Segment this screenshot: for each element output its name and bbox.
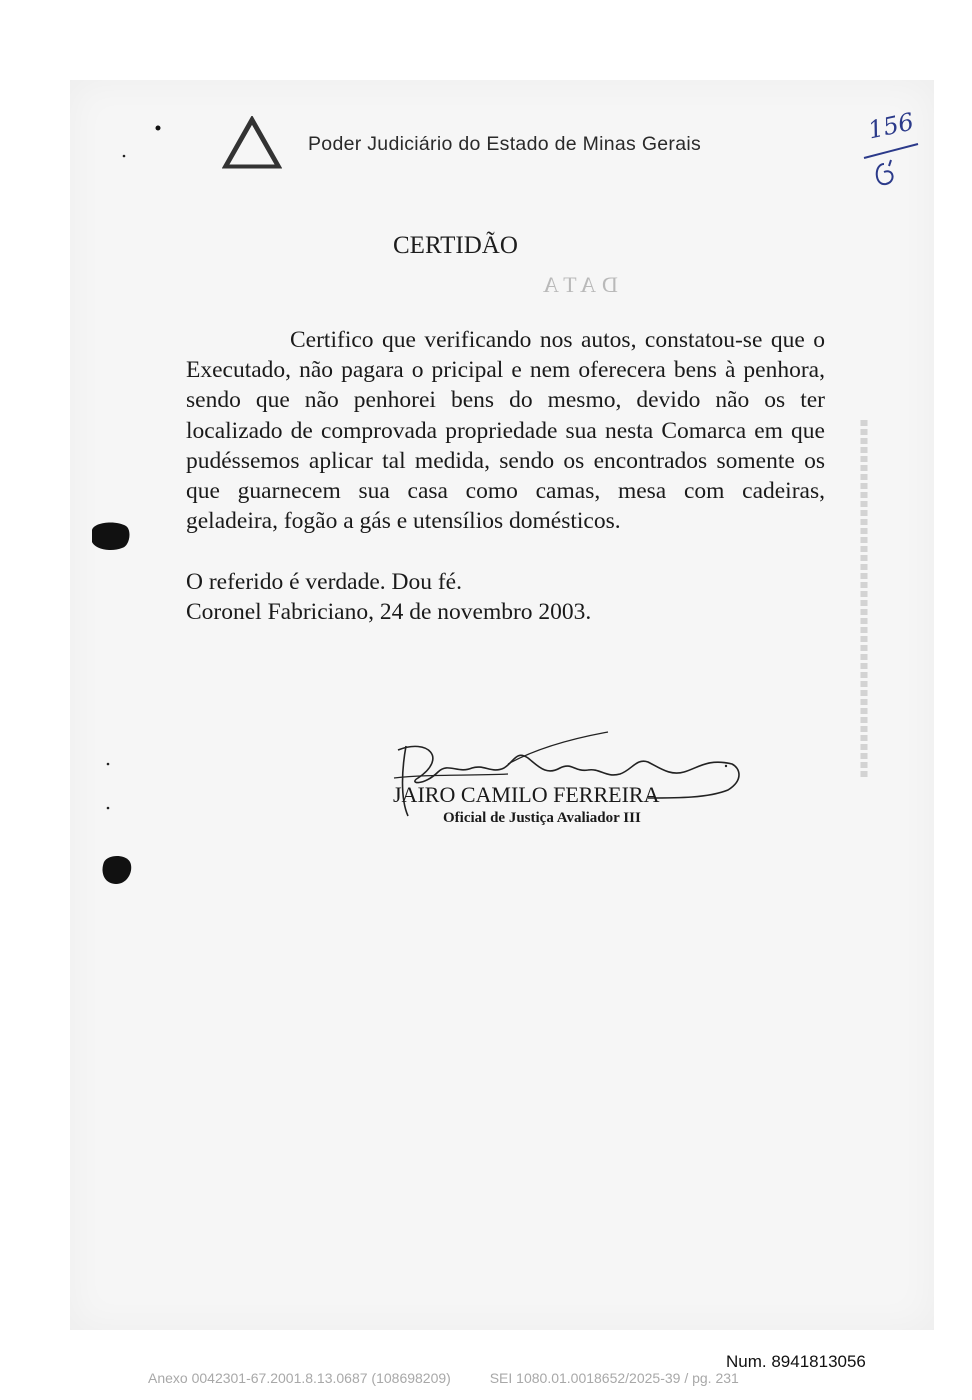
speck-mark — [104, 760, 112, 768]
certificate-paragraph: Certifico que verificando nos autos, constatou-se que o Executado, não pagara o pricipal e nem oferecera bens à penhora, sendo que não penhorei bens do mesmo, devido não os ter localizado de comprovada propriedade sua nesta Comarca em que pudéssemos aplicar tal medida, sendo os encontrados somente os que guarnecem sua casa como camas, mesa com cadeiras, geladeira, fogão a gás e utensílios domésticos. — [186, 327, 825, 535]
bleed-through-stamp: DATA — [537, 272, 618, 297]
document-title: CERTIDÃO — [393, 232, 518, 259]
attestation-line: O referido é verdade. Dou fé. — [186, 569, 462, 595]
signer-name: JAIRO CAMILO FERREIRA — [393, 782, 660, 807]
document-number: Num. 8941813056 — [726, 1352, 866, 1371]
footer-metadata: Anexo 0042301-67.2001.8.13.0687 (108698209) SEI 1080.01.0018652/2025-39 / pg. 231 — [148, 1370, 739, 1386]
speck-mark — [120, 152, 128, 160]
speck-mark — [154, 124, 162, 132]
ink-blot-mark — [88, 520, 132, 552]
speck-mark — [104, 804, 112, 812]
signer-role: Oficial de Justiça Avaliador III — [443, 810, 641, 826]
handwritten-page-number — [858, 108, 928, 192]
faint-vertical-print-mark — [852, 420, 876, 780]
institution-header: Poder Judiciário do Estado de Minas Gerais — [308, 133, 702, 155]
page-mark-text: 156 — [865, 107, 917, 145]
ink-blot-mark — [98, 852, 134, 888]
place-date-line: Coronel Fabriciano, 24 de novembro 2003. — [186, 599, 592, 625]
document-page — [70, 80, 934, 1330]
triangle-logo-icon — [222, 116, 282, 172]
